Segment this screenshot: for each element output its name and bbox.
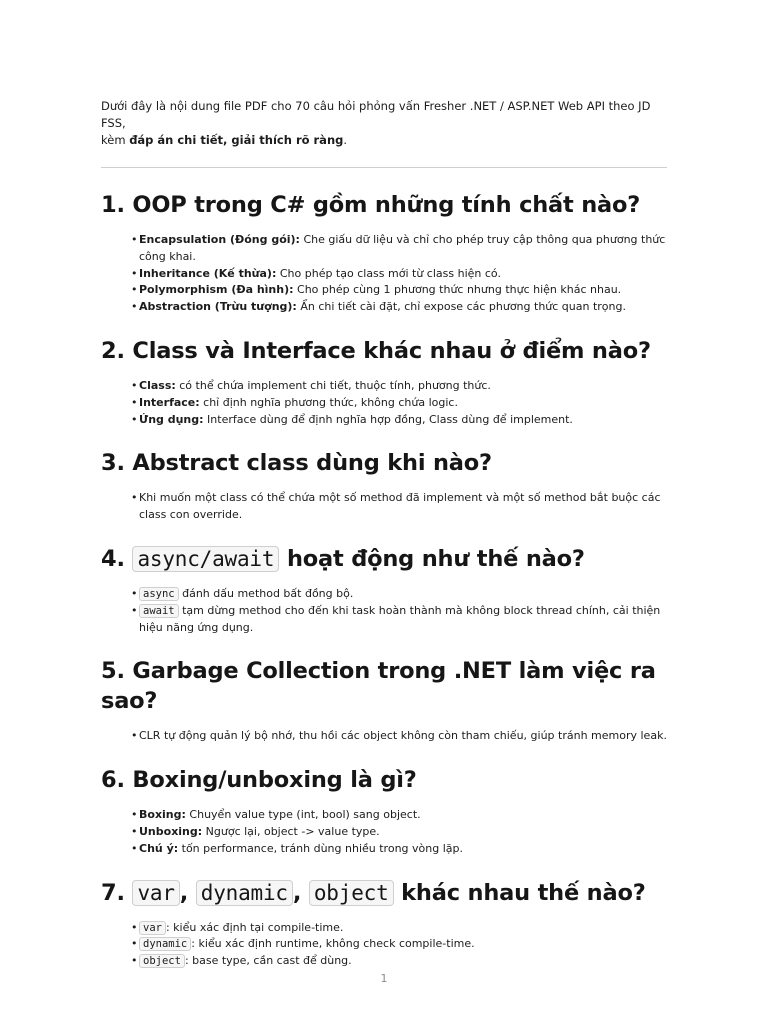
item-text: Khi muốn một class có thể chứa một số method đã implement và một số method bắt buộc các class con override. <box>139 491 661 522</box>
section-1-list <box>101 232 667 316</box>
item-text: Cho phép tạo class mới từ class hiện có. <box>276 266 501 280</box>
section-3-heading: 3. Abstract class dùng khi nào? <box>101 450 492 477</box>
section-4-heading <box>101 544 667 574</box>
section-5 <box>101 656 667 745</box>
item-term: Polymorphism (Đa hình): <box>139 283 294 297</box>
item-term: Chú ý: <box>139 841 179 855</box>
heading-code: async/await <box>132 546 279 572</box>
heading-code: var <box>132 880 179 906</box>
item-term: Class: <box>139 378 176 392</box>
list-item <box>131 807 667 824</box>
list-item <box>131 920 667 937</box>
inline-code: var <box>139 921 166 935</box>
inline-code: await <box>139 604 179 618</box>
document-page <box>101 98 667 970</box>
section-2-list <box>101 378 667 428</box>
section-1-heading: 1. OOP trong C# gồm những tính chất nào? <box>101 192 641 218</box>
list-item <box>131 841 667 858</box>
section-7 <box>101 878 667 970</box>
item-text: có thể chứa implement chi tiết, thuộc tính, phương thức. <box>175 378 491 392</box>
item-text: Ngược lại, object -> value type. <box>202 824 380 838</box>
section-1 <box>101 190 667 316</box>
intro-line-1: Dưới đây là nội dung file PDF cho 70 câu hỏi phỏng vấn Fresher .NET / ASP.NET Web API theo JD FSS, <box>101 99 651 130</box>
intro-line-2-prefix: kèm <box>101 133 130 147</box>
item-text: CLR tự động quản lý bộ nhớ, thu hồi các object không còn tham chiếu, giúp tránh memory leak. <box>139 729 667 743</box>
list-item <box>131 412 667 429</box>
item-text: Interface dùng để định nghĩa hợp đồng, Class dùng để implement. <box>203 412 573 426</box>
item-text: tạm dừng method cho đến khi task hoàn thành mà không block thread chính, cải thiện hiệu năng ứng dụng. <box>139 603 661 634</box>
item-text: Che giấu dữ liệu và chỉ cho phép truy cập thông qua phương thức công khai. <box>139 233 666 263</box>
item-text: đánh dấu method bất đồng bộ. <box>178 586 354 600</box>
list-item <box>131 282 667 299</box>
heading-separator: , <box>179 879 196 906</box>
item-text: Ẩn chi tiết cài đặt, chỉ expose các phương thức quan trọng. <box>296 300 626 314</box>
list-item <box>131 936 667 953</box>
item-term: Interface: <box>139 395 200 409</box>
list-item <box>131 378 667 395</box>
horizontal-divider <box>101 167 667 168</box>
heading-text: hoạt động như thế nào? <box>279 545 585 572</box>
item-text: Chuyển value type (int, bool) sang object. <box>185 808 421 822</box>
list-item <box>131 824 667 841</box>
inline-code: async <box>139 587 179 601</box>
section-6-list <box>101 807 667 857</box>
section-7-heading <box>101 878 667 908</box>
section-6 <box>101 765 667 857</box>
heading-number: 4. <box>101 545 133 572</box>
item-text: Cho phép cùng 1 phương thức nhưng thực hiện khác nhau. <box>293 283 622 297</box>
list-item <box>131 232 667 266</box>
item-term: Inheritance (Kế thừa): <box>139 266 277 280</box>
section-2-heading: 2. Class và Interface khác nhau ở điểm nào? <box>101 337 651 364</box>
section-4-list <box>101 586 667 636</box>
section-5-heading: 5. Garbage Collection trong .NET làm việc ra sao? <box>101 658 656 715</box>
section-6-heading: 6. Boxing/unboxing là gì? <box>101 767 417 794</box>
item-text: : kiểu xác định runtime, không check compile-time. <box>191 937 475 951</box>
item-term: Boxing: <box>139 808 186 822</box>
list-item <box>131 586 667 603</box>
item-text: : base type, cần cast để dùng. <box>184 954 352 968</box>
intro-line-2-bold: đáp án chi tiết, giải thích rõ ràng <box>129 133 344 147</box>
list-item <box>131 490 667 524</box>
heading-code: dynamic <box>196 880 293 906</box>
section-7-list <box>101 920 667 970</box>
heading-text: khác nhau thế nào? <box>393 879 646 906</box>
heading-separator: , <box>292 879 309 906</box>
heading-number: 7. <box>101 879 133 906</box>
list-item <box>131 266 667 283</box>
section-3-list <box>101 490 667 524</box>
item-text: chỉ định nghĩa phương thức, không chứa logic. <box>199 395 458 409</box>
list-item <box>131 603 667 637</box>
list-item <box>131 728 667 745</box>
list-item <box>131 395 667 412</box>
item-term: Encapsulation (Đóng gói): <box>139 233 300 246</box>
item-term: Unboxing: <box>139 824 203 838</box>
inline-code: object <box>139 954 185 968</box>
item-term: Abstraction (Trừu tượng): <box>139 300 297 314</box>
list-item <box>131 953 667 970</box>
intro-paragraph <box>101 98 667 149</box>
section-5-list <box>101 728 667 745</box>
item-term: Ứng dụng: <box>139 412 204 426</box>
section-3 <box>101 448 667 524</box>
item-text: tốn performance, tránh dùng nhiều trong vòng lặp. <box>178 841 463 855</box>
inline-code: dynamic <box>139 937 191 951</box>
section-4 <box>101 544 667 636</box>
page-number: 1 <box>380 972 388 985</box>
section-2 <box>101 336 667 428</box>
item-text: : kiểu xác định tại compile-time. <box>165 920 344 934</box>
intro-line-2-suffix: . <box>343 133 348 147</box>
list-item <box>131 299 667 316</box>
heading-code: object <box>309 880 394 906</box>
